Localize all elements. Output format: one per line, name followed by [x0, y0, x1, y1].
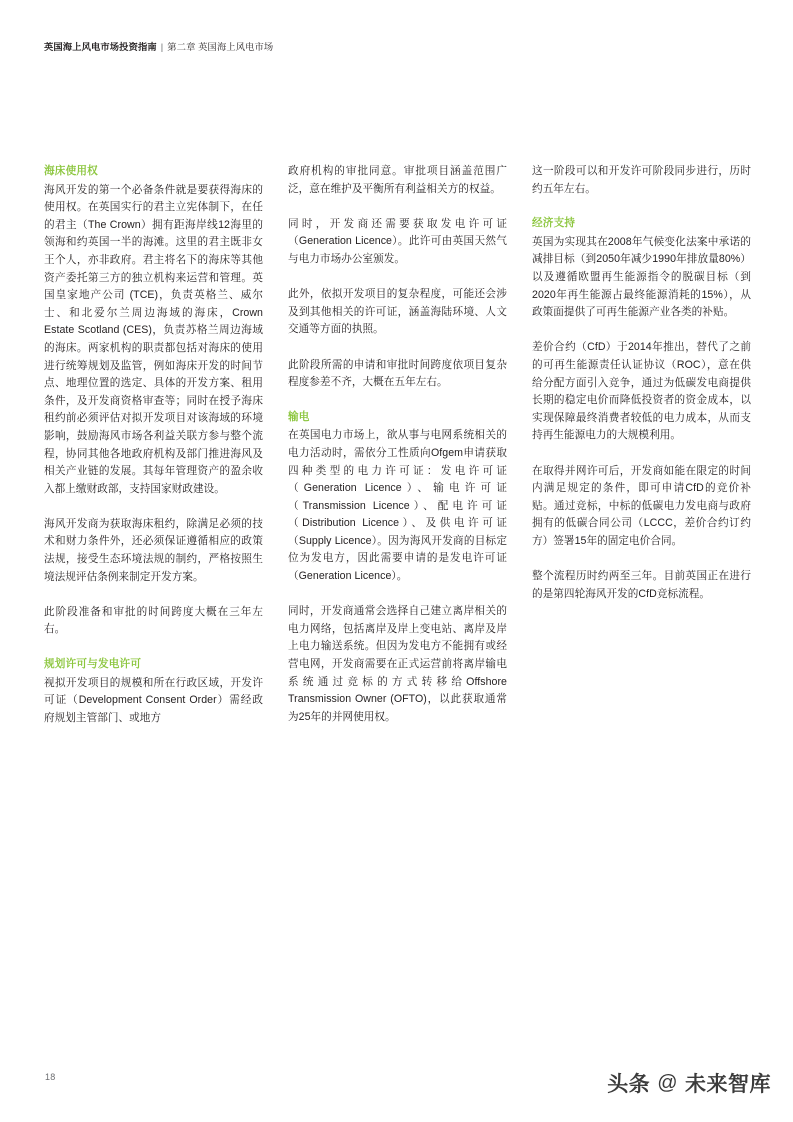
watermark-account: 未来智库	[685, 1073, 771, 1096]
watermark	[607, 1068, 771, 1098]
running-header-title: 英国海上风电市场投资指南	[44, 42, 157, 52]
body-paragraph: 此阶段所需的申请和审批时间跨度依项目复杂程度参差不齐，大概在五年左右。	[288, 358, 507, 389]
body-paragraph: 海风开发的第一个必备条件就是要获得海床的使用权。在英国实行的君主立宪体制下，在任的君主（The Crown）拥有距海岸线12海里的领海和约英国一半的海滩。这里的君主既非女王个人，亦非政府。君主将名下的海床等其他资产委托第三方的独立机构来运营和管理。英国皇家地产公司 (TCE)，负责英格兰、威尔士、和北爱尔兰周边海域的海床，Crown Estate Scotland (CES)，负责苏格兰周边海域的海床。两家机构的职责都包括对海床的使用进行统筹规划及监管，例如海床开发的时间节点、地理位置的选定、具体的开发方案、租用条件，及开发商资格审查等；同时在授予海床租约前必须评估对拟开发项目对该海域的环境影响，鼓励海风市场各利益关联方参与整个流程，协同其他各地政府机构及部门推进海风及相关产业链的发展。其每年管理资产的盈余收入都上缴财政部，支持国家财政建设。	[44, 183, 263, 495]
section-heading: 规划许可与发电许可	[44, 658, 142, 671]
body-paragraph: 海风开发商为获取海床租约，除满足必须的技术和财力条件外，还必须保证遵循相应的政策法规，接受生态环境法规的制约，严格按照生境法规评估条例来制定开发方案。	[44, 517, 263, 583]
running-header-chapter: 第二章 英国海上风电市场	[167, 42, 274, 52]
body-paragraph: 视拟开发项目的规模和所在行政区域，开发许可证（Development Consent Order）需经政府规划主管部门、或地方	[44, 676, 263, 724]
body-paragraph: 政府机构的审批同意。审批项目涵盖范围广泛，意在维护及平衡所有利益相关方的权益。	[288, 165, 507, 195]
section-heading: 输电	[288, 410, 310, 423]
body-paragraph: 整个流程历时约两至三年。目前英国正在进行的是第四轮海风开发的CfD竞标流程。	[532, 570, 751, 600]
watermark-at-icon: @	[657, 1072, 678, 1094]
text-column-2	[288, 163, 507, 727]
body-paragraph: 在取得并网许可后，开发商如能在限定的时间内满足规定的条件，即可申请CfD的竞价补贴。通过竞标，中标的低碳电力发电商与政府拥有的低碳合同公司（LCCC，差价合约订约方）签署15年的固定电价合同。	[532, 464, 751, 547]
body-columns	[44, 163, 752, 727]
body-paragraph: 同时，开发商还需要获取发电许可证（Generation Licence）。此许可由英国天然气与电力市场办公室颁发。	[288, 217, 507, 265]
section-heading: 海床使用权	[44, 165, 98, 177]
body-paragraph: 差价合约（CfD）于2014年推出，替代了之前的可再生能源责任认证协议（ROC），意在供给分配方面引入竞争，通过为低碳发电商提供长期的稳定电价而降低投资者的资金成本，以实现保障最终消费者较低的电力成本，从而支持再生能源电力的大规模利用。	[532, 341, 751, 442]
running-header	[44, 41, 273, 54]
body-paragraph: 同时，开发商通常会选择自己建立离岸相关的电力网络，包括离岸及岸上变电站、离岸及岸上电力输送系统。但因为发电方不能拥有或经营电网，开发商需要在正式运营前将离岸输电系统通过竞标的方式转移给Offshore Transmission Owner (OFTO)，以此获取通常为25年的并网使用权。	[288, 605, 507, 723]
body-paragraph: 英国为实现其在2008年气候变化法案中承诺的减排目标（到2050年减少1990年排放量80%）以及遵循欧盟再生能源指令的脱碳目标（到2020年再生能源占最终能源消耗的15%），从政策面提供了可再生能源产业各类的补贴。	[532, 235, 751, 319]
section-heading: 经济支持	[532, 217, 576, 230]
page-number: 18	[45, 1072, 56, 1082]
body-paragraph: 此外，依拟开发项目的复杂程度，可能还会涉及到其他相关的许可证，涵盖海陆环境、人文交通等方面的执照。	[288, 288, 507, 336]
body-paragraph: 此阶段准备和审批的时间跨度大概在三年左右。	[44, 605, 263, 636]
running-header-separator: |	[160, 42, 164, 52]
body-paragraph: 在英国电力市场上，欲从事与电网系统相关的电力活动时，需依分工性质向Ofgem申请获取四种类型的电力许可证：发电许可证（Generation Licence）、输电许可证（Transmission Licence）、配电许可证（Distribution Licence）、及供电许可证（Supply Licence）。因为海风开发商的目标定位为发电方，因此需要申请的是发电许可证（Generation Licence）。	[288, 429, 507, 583]
watermark-brand: 头条	[607, 1073, 651, 1096]
body-paragraph: 这一阶段可以和开发许可阶段同步进行，历时约五年左右。	[532, 165, 751, 195]
text-column-3	[532, 163, 751, 727]
text-column-1	[44, 163, 263, 727]
